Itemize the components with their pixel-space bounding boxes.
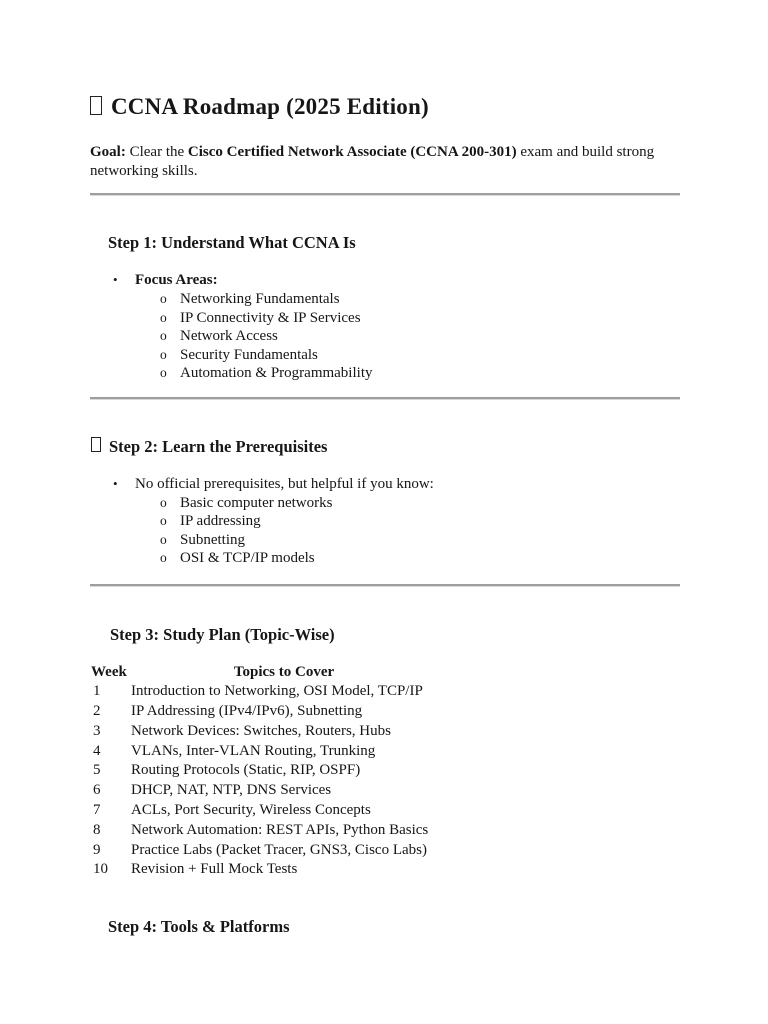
table-row: [91, 702, 437, 722]
list-item-text: Subnetting: [180, 531, 246, 548]
study-plan-table: [91, 663, 437, 881]
list-item-text: Basic computer networks: [180, 494, 333, 511]
step-2-sub-list: [90, 494, 680, 568]
circle-bullet-icon: o: [160, 494, 167, 510]
circle-bullet-icon: o: [160, 346, 167, 362]
week-cell: 10: [93, 861, 108, 878]
week-cell: 2: [93, 703, 101, 720]
table-header: [91, 663, 437, 683]
bullet-icon: •: [113, 272, 118, 287]
circle-bullet-icon: o: [160, 328, 167, 343]
step-2-heading-text: Step 2: Learn the Prerequisites: [109, 436, 328, 456]
topic-cell: Introduction to Networking, OSI Model, TCP/IP: [131, 683, 423, 700]
step-1-sub-list: [90, 290, 680, 383]
list-item-text: Networking Fundamentals: [180, 291, 340, 307]
topic-cell: IP Addressing (IPv4/IPv6), Subnetting: [131, 703, 363, 720]
list-item-text: OSI & TCP/IP models: [180, 550, 315, 566]
document-content: [90, 0, 680, 937]
step-1-bullet-label: Focus Areas:: [135, 272, 218, 288]
table-row: [91, 801, 437, 821]
list-item: [90, 549, 680, 568]
week-cell: 8: [93, 821, 101, 838]
section-step-2: [90, 437, 680, 568]
list-item: [90, 494, 680, 513]
section-step-1: [90, 233, 680, 383]
step-2-heading: [90, 437, 680, 457]
step-1-bullet-line: [90, 270, 680, 290]
week-cell: 4: [93, 742, 101, 759]
goal-bold-text: Cisco Certified Network Associate (CCNA 200-301): [187, 144, 517, 160]
table-row: [91, 841, 437, 861]
circle-bullet-icon: o: [160, 513, 167, 528]
table-row: [91, 722, 437, 742]
list-item: [90, 531, 680, 550]
step-4-heading: Step 4: Tools & Platforms: [108, 917, 290, 937]
list-item: [90, 346, 680, 365]
topic-cell: Routing Protocols (Static, RIP, OSPF): [131, 762, 361, 779]
week-cell: 9: [93, 841, 101, 858]
topic-cell: VLANs, Inter-VLAN Routing, Trunking: [131, 742, 376, 759]
topic-cell: Revision + Full Mock Tests: [131, 861, 298, 878]
list-item: [90, 290, 680, 309]
section-divider: [90, 584, 680, 586]
list-item-text: IP addressing: [180, 513, 261, 529]
list-item: [90, 512, 680, 531]
document-title-text: CCNA Roadmap (2025 Edition): [111, 94, 429, 119]
topic-cell: ACLs, Port Security, Wireless Concepts: [131, 802, 371, 819]
topic-cell: DHCP, NAT, NTP, DNS Services: [131, 782, 332, 799]
topic-cell: Network Devices: Switches, Routers, Hubs: [131, 722, 391, 739]
topic-cell: Practice Labs (Packet Tracer, GNS3, Cisco Labs): [131, 841, 427, 858]
circle-bullet-icon: o: [160, 531, 167, 547]
week-cell: 7: [93, 802, 101, 819]
list-item-text: Automation & Programmability: [180, 365, 373, 381]
circle-bullet-icon: o: [160, 291, 167, 306]
circle-bullet-icon: o: [160, 365, 167, 380]
list-item: [90, 364, 680, 383]
list-item-text: IP Connectivity & IP Services: [180, 309, 361, 326]
week-cell: 1: [93, 683, 101, 700]
table-row: [91, 860, 437, 880]
list-item-text: Network Access: [180, 328, 278, 344]
document-title: [90, 0, 680, 121]
missing-glyph-icon: [91, 437, 101, 452]
week-cell: 5: [93, 762, 101, 779]
goal-label: Goal:: [90, 144, 126, 160]
list-item: [90, 309, 680, 328]
step-3-heading: Step 3: Study Plan (Topic-Wise): [110, 624, 335, 644]
table-body: [91, 682, 437, 880]
step-1-heading: Step 1: Understand What CCNA Is: [108, 233, 356, 252]
circle-bullet-icon: o: [160, 550, 167, 565]
section-step-3: [90, 625, 680, 881]
goal-text-2: exam and build strong networking skills.: [90, 144, 658, 179]
section-divider: [90, 397, 680, 399]
circle-bullet-icon: o: [160, 309, 167, 325]
table-row: [91, 761, 437, 781]
table-row: [91, 781, 437, 801]
week-cell: 6: [93, 782, 101, 799]
missing-glyph-icon: [90, 96, 102, 115]
section-divider: [90, 193, 680, 195]
week-cell: 3: [93, 722, 101, 739]
section-step-4: [90, 917, 680, 937]
table-row: [91, 821, 437, 841]
goal-paragraph: [90, 143, 680, 181]
table-header-row: [91, 663, 437, 683]
table-row: [91, 742, 437, 762]
column-header-topics: Topics to Cover: [233, 663, 335, 680]
column-header-week: Week: [91, 663, 127, 680]
goal-text-1: Clear the: [125, 144, 188, 160]
step-2-bullet-line: [90, 474, 680, 494]
list-item: [90, 327, 680, 346]
bullet-icon: •: [113, 475, 118, 491]
step-2-bullet-label: No official prerequisites, but helpful if you know:: [135, 475, 434, 492]
topic-cell: Network Automation: REST APIs, Python Basics: [131, 821, 429, 838]
list-item-text: Security Fundamentals: [180, 346, 318, 363]
table-row: [91, 682, 437, 702]
